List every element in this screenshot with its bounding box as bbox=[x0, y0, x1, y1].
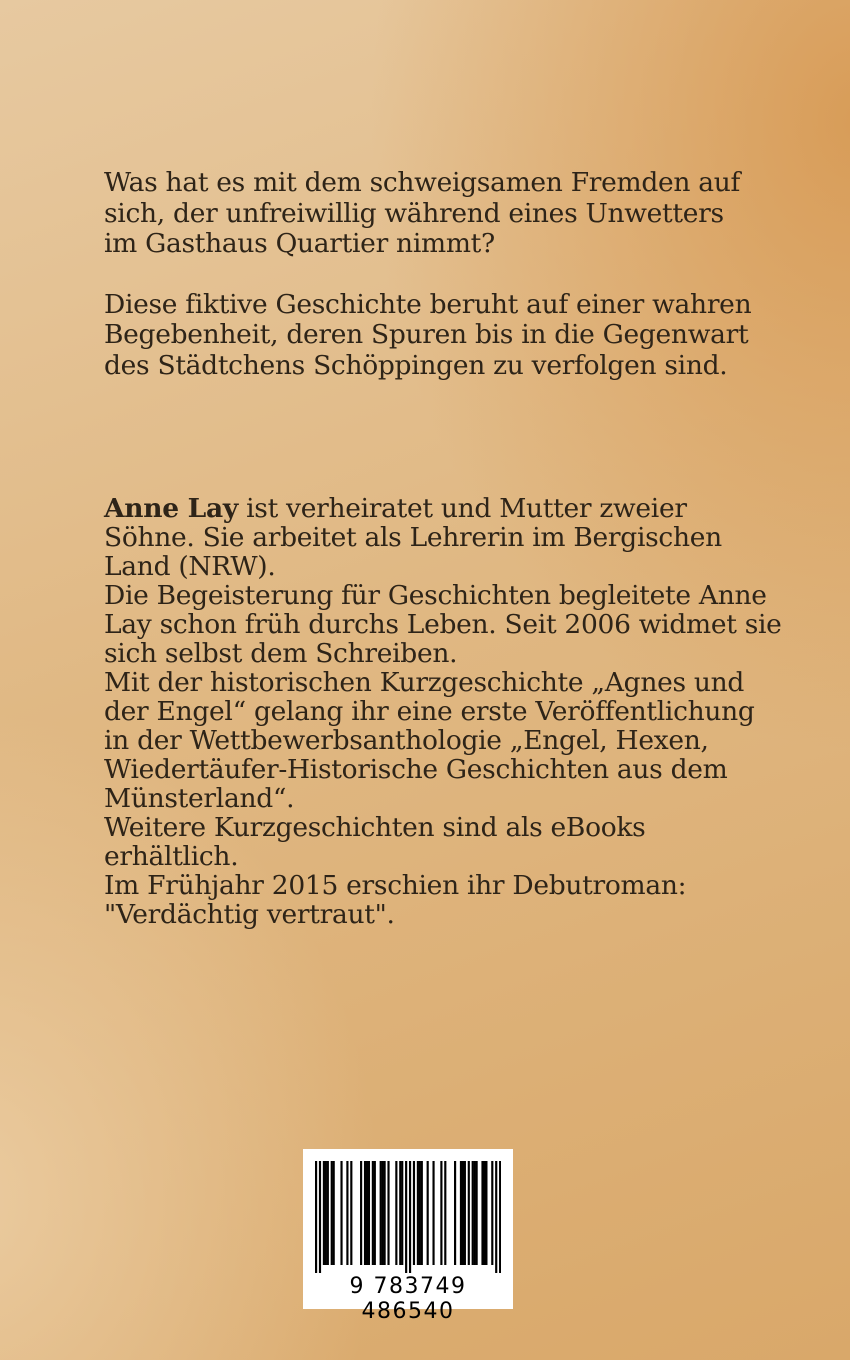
barcode-bar bbox=[350, 1161, 352, 1265]
bio-line-2: Mit der historischen Kurzgeschichte „Agnes und der Engel“ gelang ihr eine erste Veröffentlichung in der Wettbewerbsanthologie „Engel, Hexen, Wiedertäufer-Historische Geschichten aus dem Münsterland“. bbox=[104, 667, 755, 814]
barcode-bar bbox=[427, 1161, 429, 1265]
barcode-bar bbox=[380, 1161, 382, 1265]
barcode-bar bbox=[327, 1161, 329, 1265]
barcode-bar bbox=[399, 1161, 401, 1265]
barcode-bar bbox=[374, 1161, 376, 1265]
barcode-bar bbox=[476, 1161, 478, 1265]
isbn-barcode bbox=[303, 1149, 513, 1324]
barcode-bars bbox=[315, 1161, 501, 1273]
barcode-bar bbox=[372, 1161, 374, 1265]
barcode-bar bbox=[481, 1161, 483, 1265]
bio-line-4: Im Frühjahr 2015 erschien ihr Debutroman: "Verdächtig vertraut". bbox=[104, 870, 687, 930]
barcode-bar bbox=[499, 1161, 501, 1273]
barcode-bar bbox=[468, 1161, 470, 1265]
barcode-bar bbox=[495, 1161, 497, 1273]
barcode-bar bbox=[387, 1161, 389, 1265]
barcode-bar bbox=[413, 1161, 415, 1265]
author-bio bbox=[104, 494, 784, 929]
barcode-bar bbox=[405, 1161, 407, 1273]
barcode-bar bbox=[346, 1161, 348, 1265]
barcode-bar bbox=[472, 1161, 474, 1265]
barcode-bar bbox=[483, 1161, 485, 1265]
isbn-number: 9 783749 486540 bbox=[349, 1274, 467, 1324]
barcode-bar bbox=[474, 1161, 476, 1265]
blurb-paragraph-2: Diese fiktive Geschichte beruht auf einer wahren Begebenheit, deren Spuren bis in die Gegenwart des Städtchens Schöppingen zu verfolgen sind. bbox=[104, 288, 752, 381]
barcode-bar bbox=[491, 1161, 493, 1265]
barcode-bar bbox=[382, 1161, 384, 1265]
barcode-bar bbox=[485, 1161, 487, 1265]
barcode-bar bbox=[462, 1161, 464, 1265]
barcode-bar bbox=[444, 1161, 446, 1265]
barcode-bar bbox=[315, 1161, 317, 1273]
barcode-bar bbox=[366, 1161, 368, 1265]
barcode-bar bbox=[432, 1161, 434, 1265]
barcode-bar bbox=[460, 1161, 462, 1265]
barcode-bar bbox=[325, 1161, 327, 1265]
barcode-bar bbox=[323, 1161, 325, 1265]
barcode-bar bbox=[421, 1161, 423, 1265]
bio-line-1: Die Begeisterung für Geschichten begleitete Anne Lay schon früh durchs Leben. Seit 2006 widmet sie sich selbst dem Schreiben. bbox=[104, 580, 782, 669]
barcode-bar bbox=[340, 1161, 342, 1265]
barcode-bar bbox=[440, 1161, 442, 1265]
barcode-bar bbox=[360, 1161, 362, 1265]
barcode-bar bbox=[319, 1161, 321, 1273]
author-name: Anne Lay bbox=[104, 493, 238, 524]
barcode-bar bbox=[368, 1161, 370, 1265]
barcode-bar bbox=[395, 1161, 397, 1265]
bio-intro bbox=[104, 494, 784, 581]
barcode-bar bbox=[401, 1161, 403, 1265]
barcode-bar bbox=[333, 1161, 335, 1265]
barcode-bar bbox=[464, 1161, 466, 1265]
bio-intro-text: ist verheiratet und Mutter zweier Söhne. Sie arbeitet als Lehrerin im Bergischen Land (NRW). bbox=[104, 493, 722, 582]
barcode-bar bbox=[331, 1161, 333, 1265]
barcode-bar bbox=[364, 1161, 366, 1265]
barcode-bar bbox=[409, 1161, 411, 1273]
barcode-bar bbox=[419, 1161, 421, 1265]
blurb bbox=[104, 168, 764, 411]
barcode-bar bbox=[417, 1161, 419, 1265]
barcode-bar bbox=[384, 1161, 386, 1265]
blurb-paragraph-1: Was hat es mit dem schweigsamen Fremden auf sich, der unfreiwillig während eines Unwetters im Gasthaus Quartier nimmt? bbox=[104, 167, 741, 259]
bio-line-3: Weitere Kurzgeschichten sind als eBooks erhältlich. bbox=[104, 812, 646, 872]
barcode-bar bbox=[454, 1161, 456, 1265]
